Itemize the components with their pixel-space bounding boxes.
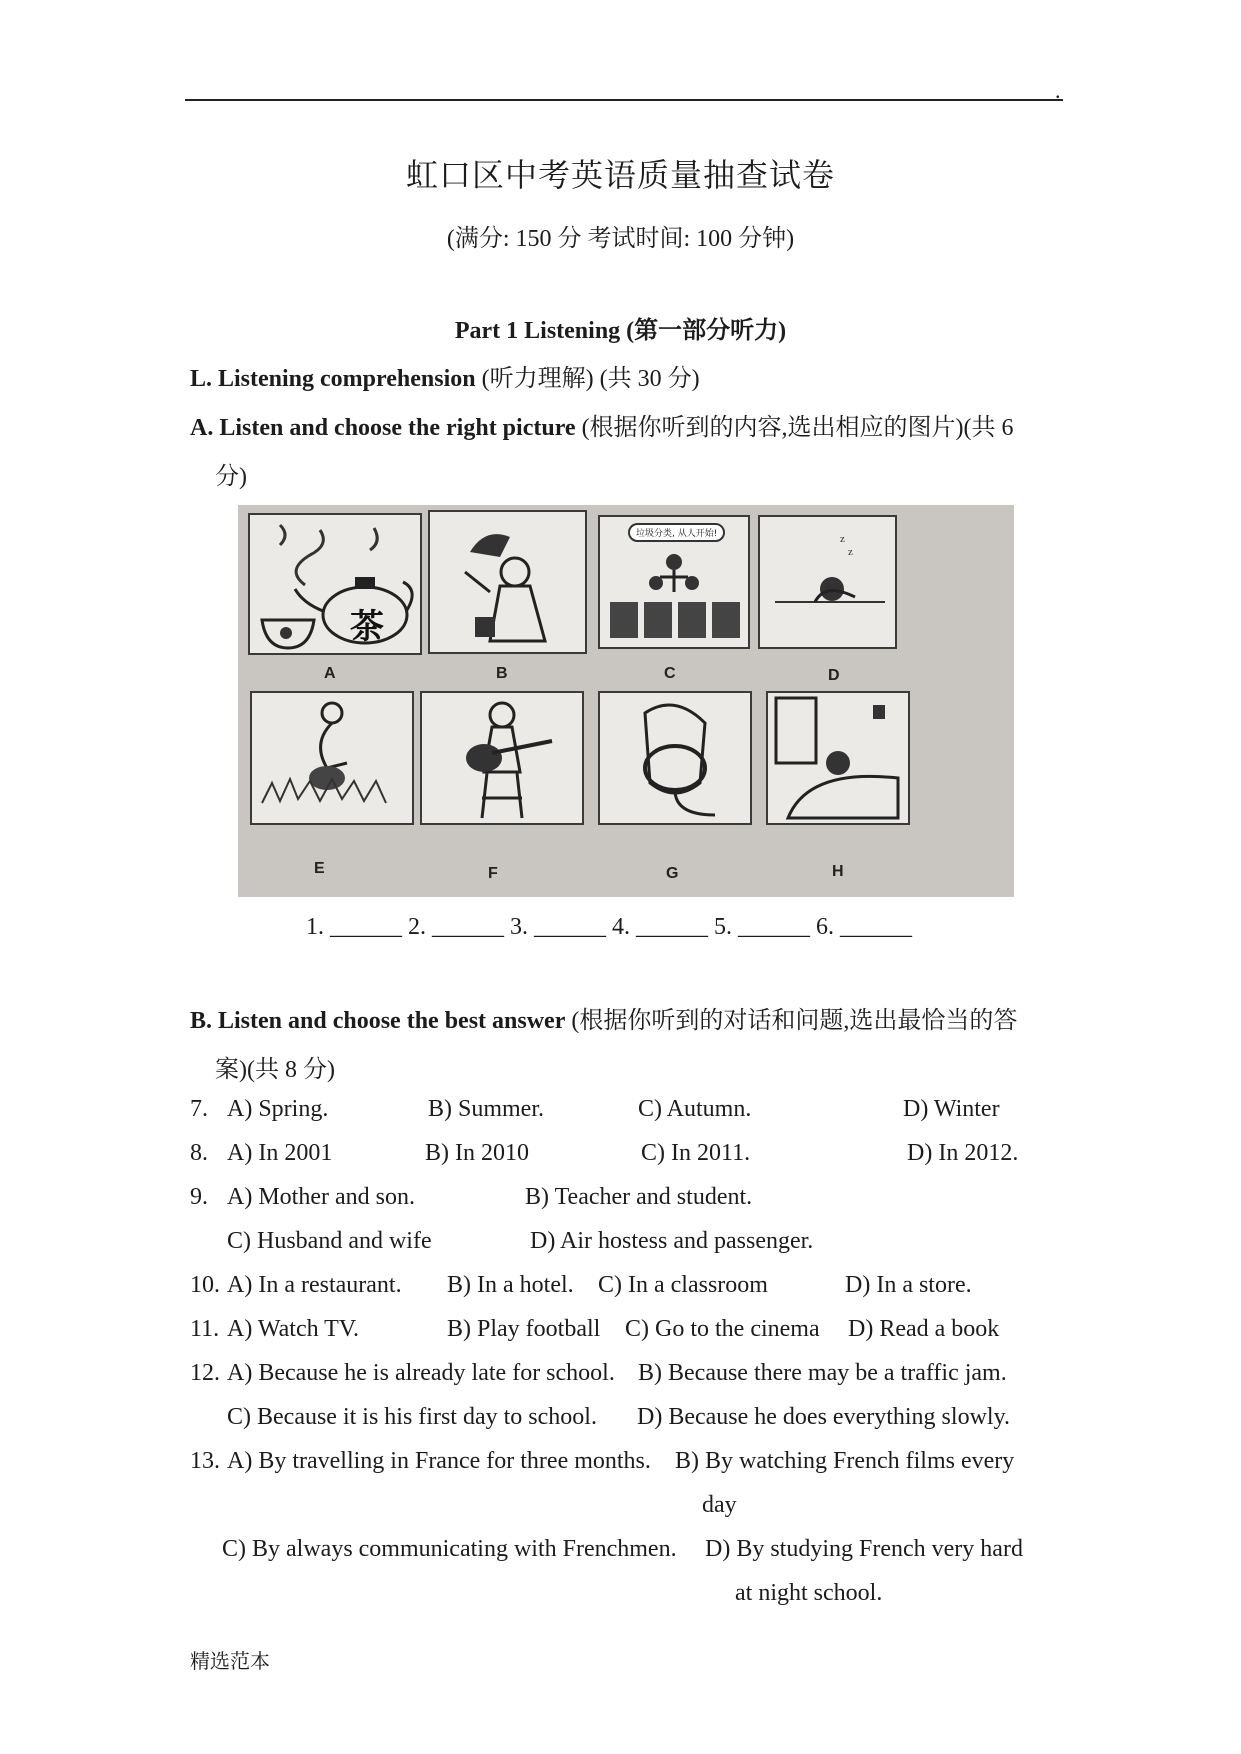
page-subtitle: (满分: 150 分 考试时间: 100 分钟) xyxy=(446,226,795,252)
question-12-number: 12. xyxy=(190,1360,220,1386)
section-b-heading-cont: 案)(共 8 分) xyxy=(215,1057,335,1083)
question-11-number: 11. xyxy=(190,1316,220,1342)
listening-picture-grid xyxy=(238,505,1014,897)
question-7-option-c[interactable]: C) Autumn. xyxy=(638,1096,752,1122)
question-13-option-c[interactable]: C) By always communicating with Frenchmen. xyxy=(222,1536,677,1562)
picture-label-d: D xyxy=(828,667,840,684)
question-7-option-b[interactable]: B) Summer. xyxy=(428,1096,545,1122)
question-9-option-c[interactable]: C) Husband and wife xyxy=(227,1228,432,1254)
question-10-option-d[interactable]: D) In a store. xyxy=(845,1272,972,1298)
footer-label: 精选范本 xyxy=(190,1649,270,1673)
question-13-option-a[interactable]: A) By travelling in France for three months. xyxy=(227,1448,651,1474)
picture-b-magician xyxy=(428,510,587,654)
question-13-number: 13. xyxy=(190,1448,220,1474)
recycling-sign-text: 垃圾分类, 从人开始! xyxy=(628,523,725,542)
part1-heading: Part 1 Listening (第一部分听力) xyxy=(454,318,787,344)
section-a-heading-cont: 分) xyxy=(215,464,247,490)
svg-text:z: z xyxy=(848,546,853,558)
question-11-option-d[interactable]: D) Read a book xyxy=(848,1316,1000,1342)
question-11-option-a[interactable]: A) Watch TV. xyxy=(227,1316,360,1342)
picture-a-tea xyxy=(248,513,422,655)
header-rule xyxy=(185,99,1063,101)
answer-blanks-1-6[interactable]: 1. ______ 2. ______ 3. ______ 4. ______ 5. ______ 6. ______ xyxy=(306,914,912,940)
question-8-option-a[interactable]: A) In 2001 xyxy=(227,1140,333,1166)
picture-f-guitar xyxy=(420,691,584,825)
picture-label-f: F xyxy=(488,865,498,882)
question-7-option-d[interactable]: D) Winter xyxy=(903,1096,1000,1122)
question-13-option-b-cont: day xyxy=(702,1492,737,1518)
question-12-option-b[interactable]: B) Because there may be a traffic jam. xyxy=(638,1360,1007,1386)
picture-label-g: G xyxy=(666,865,679,882)
picture-label-b: B xyxy=(496,665,508,682)
question-9-option-b[interactable]: B) Teacher and student. xyxy=(525,1184,753,1210)
question-9-number: 9. xyxy=(190,1184,208,1210)
header-mark: . xyxy=(1055,78,1061,103)
picture-label-a: A xyxy=(324,665,336,682)
question-8-option-b[interactable]: B) In 2010 xyxy=(425,1140,529,1166)
question-11-option-c[interactable]: C) Go to the cinema xyxy=(625,1316,820,1342)
question-12-option-c[interactable]: C) Because it is his first day to school. xyxy=(227,1404,597,1430)
question-10-option-a[interactable]: A) In a restaurant. xyxy=(227,1272,402,1298)
section-b-heading: B. Listen and choose the best answer (根据你听到的对话和问题,选出最恰当的答 xyxy=(190,1008,1018,1034)
svg-text:z: z xyxy=(840,533,845,545)
question-7-number: 7. xyxy=(190,1096,208,1122)
question-13-option-d-cont: at night school. xyxy=(735,1580,883,1606)
question-8-option-d[interactable]: D) In 2012. xyxy=(907,1140,1019,1166)
picture-g-mouse xyxy=(598,691,752,825)
tea-character: 茶 xyxy=(350,607,384,647)
question-8-number: 8. xyxy=(190,1140,208,1166)
picture-label-e: E xyxy=(314,860,325,877)
question-13-option-d[interactable]: D) By studying French very hard xyxy=(705,1536,1023,1562)
question-9-option-d[interactable]: D) Air hostess and passenger. xyxy=(530,1228,814,1254)
picture-e-picking xyxy=(250,691,414,825)
picture-label-c: C xyxy=(664,665,676,682)
page-title: 虹口区中考英语质量抽查试卷 xyxy=(405,157,835,193)
question-9-option-a[interactable]: A) Mother and son. xyxy=(227,1184,415,1210)
picture-c-recycling xyxy=(598,515,750,649)
question-11-option-b[interactable]: B) Play football xyxy=(447,1316,601,1342)
question-10-option-b[interactable]: B) In a hotel. xyxy=(447,1272,574,1298)
question-10-option-c[interactable]: C) In a classroom xyxy=(598,1272,768,1298)
section-a-heading: A. Listen and choose the right picture (根据你听到的内容,选出相应的图片)(共 6 xyxy=(190,415,1014,441)
picture-d-sleeping xyxy=(758,515,897,649)
section-l-heading: L. Listening comprehension (听力理解) (共 30 分) xyxy=(190,366,700,392)
question-10-number: 10. xyxy=(190,1272,220,1298)
question-7-option-a[interactable]: A) Spring. xyxy=(227,1096,329,1122)
question-8-option-c[interactable]: C) In 2011. xyxy=(641,1140,751,1166)
question-12-option-d[interactable]: D) Because he does everything slowly. xyxy=(637,1404,1011,1430)
picture-label-h: H xyxy=(832,863,844,880)
picture-h-waking xyxy=(766,691,910,825)
question-13-option-b[interactable]: B) By watching French films every xyxy=(675,1448,1015,1474)
question-12-option-a[interactable]: A) Because he is already late for school. xyxy=(227,1360,615,1386)
